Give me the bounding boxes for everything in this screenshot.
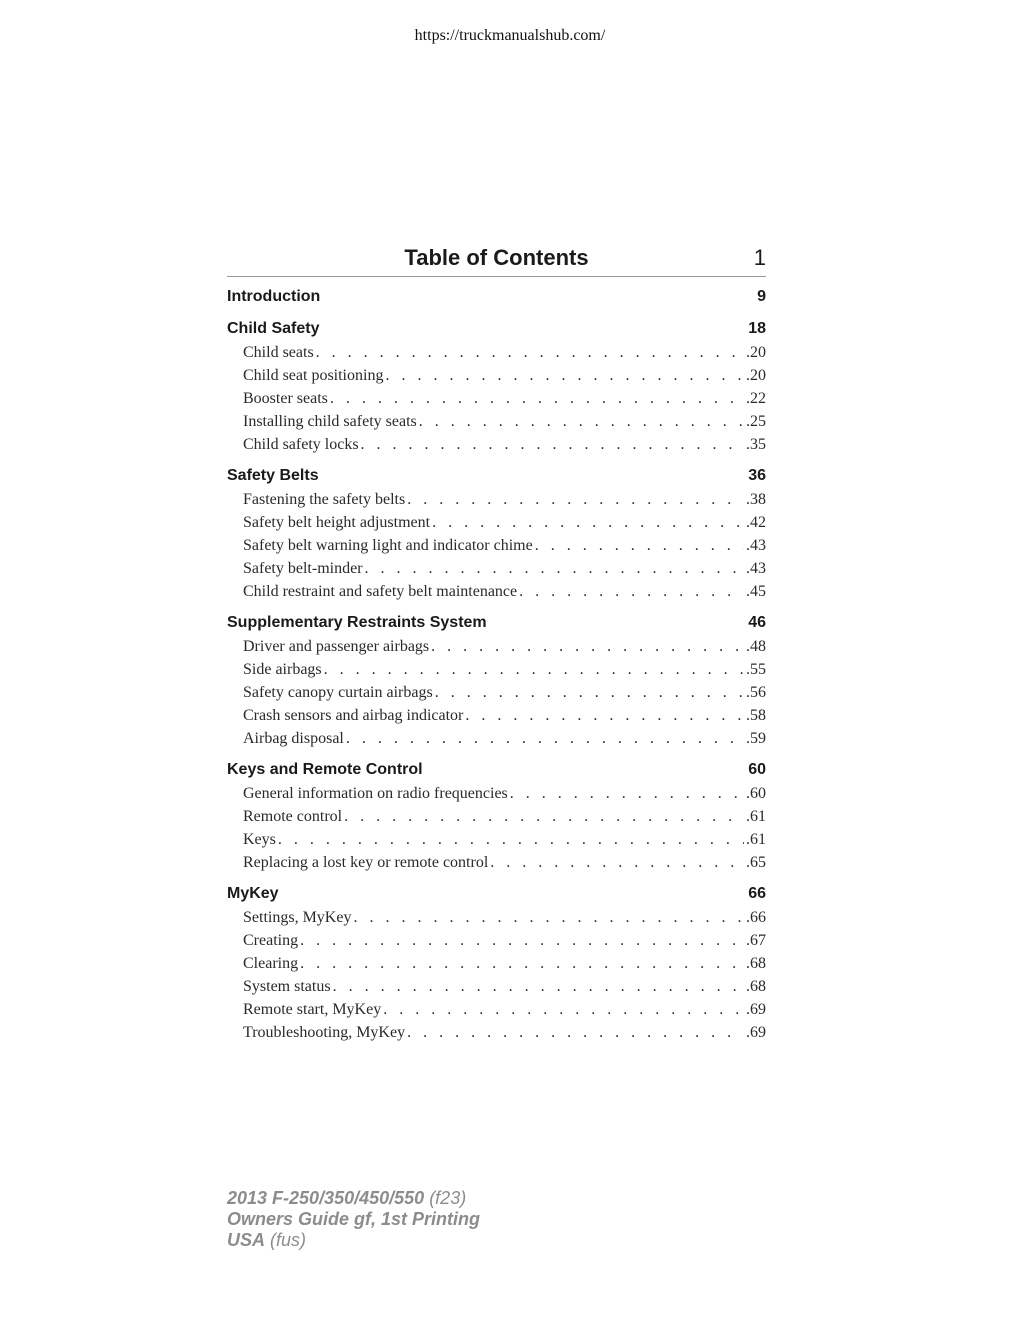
toc-entry[interactable] (227, 580, 766, 603)
entry-label: Creating (243, 932, 299, 949)
section-title: Supplementary Restraints System (227, 614, 487, 631)
entry-label: Remote start, MyKey (243, 1001, 382, 1018)
entry-label: Safety belt warning light and indicator chime (243, 537, 533, 554)
toc-entry[interactable] (227, 364, 766, 387)
entry-page: .43 (746, 560, 766, 577)
section-page: 36 (748, 467, 766, 484)
entry-label: Clearing (243, 955, 299, 972)
dot-leader (385, 364, 744, 387)
section-page: 46 (748, 614, 766, 631)
dot-leader (344, 805, 744, 828)
dot-leader (407, 1021, 744, 1044)
toc-entry[interactable] (227, 704, 766, 727)
toc-section (227, 317, 766, 456)
toc-section-heading[interactable] (227, 317, 766, 341)
toc-entry[interactable] (227, 952, 766, 975)
toc-page-number: 1 (753, 245, 766, 270)
toc-section-heading[interactable] (227, 611, 766, 635)
toc-header (227, 244, 766, 277)
toc-entry[interactable] (227, 805, 766, 828)
entry-label: General information on radio frequencies (243, 785, 508, 802)
toc-section (227, 611, 766, 750)
entry-page: .55 (746, 661, 766, 678)
dot-leader (419, 410, 744, 433)
footer-line-2 (227, 1209, 480, 1230)
entry-label: System status (243, 978, 331, 995)
dot-leader (383, 998, 744, 1021)
entry-page: .68 (746, 955, 766, 972)
dot-leader (535, 534, 744, 557)
entry-label: Keys (243, 831, 276, 848)
entry-page: .48 (746, 638, 766, 655)
dot-leader (330, 387, 744, 410)
section-title: Introduction (227, 288, 321, 305)
table-of-contents (227, 244, 766, 1052)
entry-label: Airbag disposal (243, 730, 344, 747)
entry-label: Safety belt height adjustment (243, 514, 431, 531)
entry-page: .61 (746, 808, 766, 825)
dot-leader (431, 635, 744, 658)
entry-label: Remote control (243, 808, 343, 825)
toc-entry[interactable] (227, 929, 766, 952)
toc-entry[interactable] (227, 511, 766, 534)
entry-label: Child restraint and safety belt maintenance (243, 583, 518, 600)
footer-model: 2013 F-250/350/450/550 (227, 1188, 425, 1208)
dot-leader (407, 488, 744, 511)
entry-page: .69 (746, 1024, 766, 1041)
entry-label: Settings, MyKey (243, 909, 352, 926)
entry-label: Safety belt-minder (243, 560, 363, 577)
toc-section-heading[interactable] (227, 882, 766, 906)
dot-leader (361, 433, 744, 456)
entry-label: Installing child safety seats (243, 413, 417, 430)
toc-entry[interactable] (227, 387, 766, 410)
entry-label: Fastening the safety belts (243, 491, 406, 508)
dot-leader (490, 851, 744, 874)
toc-entry[interactable] (227, 727, 766, 750)
entry-page: .56 (746, 684, 766, 701)
toc-entry[interactable] (227, 433, 766, 456)
toc-section (227, 758, 766, 874)
dot-leader (278, 828, 744, 851)
dot-leader (365, 557, 744, 580)
dot-leader (333, 975, 744, 998)
section-title: Child Safety (227, 320, 320, 337)
entry-page: .68 (746, 978, 766, 995)
dot-leader (519, 580, 744, 603)
dot-leader (465, 704, 744, 727)
entry-page: .43 (746, 537, 766, 554)
toc-entry[interactable] (227, 851, 766, 874)
footer-line-3 (227, 1230, 480, 1251)
toc-sections (227, 285, 766, 1044)
toc-entry[interactable] (227, 681, 766, 704)
entry-label: Side airbags (243, 661, 322, 678)
entry-page: .69 (746, 1001, 766, 1018)
toc-entry[interactable] (227, 410, 766, 433)
section-title: Safety Belts (227, 467, 319, 484)
toc-entry[interactable] (227, 635, 766, 658)
toc-section-heading[interactable] (227, 285, 766, 309)
entry-page: .38 (746, 491, 766, 508)
section-title: Keys and Remote Control (227, 761, 423, 778)
toc-entry[interactable] (227, 998, 766, 1021)
section-page: 9 (757, 288, 766, 305)
toc-entry[interactable] (227, 1021, 766, 1044)
toc-entry[interactable] (227, 782, 766, 805)
section-page: 60 (748, 761, 766, 778)
toc-entry[interactable] (227, 534, 766, 557)
entry-page: .58 (746, 707, 766, 724)
section-page: 18 (748, 320, 766, 337)
dot-leader (300, 929, 744, 952)
entry-label: Troubleshooting, MyKey (243, 1024, 406, 1041)
entry-label: Safety canopy curtain airbags (243, 684, 433, 701)
section-page: 66 (748, 885, 766, 902)
toc-entry[interactable] (227, 557, 766, 580)
entry-page: .59 (746, 730, 766, 747)
entry-label: Replacing a lost key or remote control (243, 854, 489, 871)
header-url[interactable]: https://truckmanualshub.com/ (414, 27, 606, 44)
entry-label: Booster seats (243, 390, 328, 407)
dot-leader (435, 681, 744, 704)
dot-leader (324, 658, 744, 681)
entry-page: .25 (746, 413, 766, 430)
footer-model-code: (f23) (429, 1188, 467, 1208)
footer-imprint (227, 1188, 480, 1251)
footer-market: USA (227, 1230, 266, 1250)
entry-label: Crash sensors and airbag indicator (243, 707, 464, 724)
dot-leader (346, 727, 744, 750)
footer-market-code: (fus) (270, 1230, 307, 1250)
toc-entry[interactable] (227, 975, 766, 998)
entry-page: .67 (746, 932, 766, 949)
entry-page: .35 (746, 436, 766, 453)
section-title: MyKey (227, 885, 279, 902)
toc-entry[interactable] (227, 658, 766, 681)
entry-page: .42 (746, 514, 766, 531)
entry-label: Driver and passenger airbags (243, 638, 430, 655)
toc-section (227, 882, 766, 1044)
entry-page: .45 (746, 583, 766, 600)
toc-section (227, 464, 766, 603)
entry-page: .65 (746, 854, 766, 871)
entry-page: .22 (746, 390, 766, 407)
toc-section (227, 285, 766, 309)
toc-entry[interactable] (227, 488, 766, 511)
footer-line-1 (227, 1188, 480, 1209)
entry-label: Child safety locks (243, 436, 359, 453)
dot-leader (300, 952, 744, 975)
toc-entry[interactable] (227, 828, 766, 851)
toc-entry[interactable] (227, 341, 766, 364)
toc-section-heading[interactable] (227, 758, 766, 782)
dot-leader (353, 906, 744, 929)
entry-label: Child seats (243, 344, 314, 361)
entry-label: Child seat positioning (243, 367, 384, 384)
toc-section-heading[interactable] (227, 464, 766, 488)
dot-leader (432, 511, 744, 534)
entry-page: .66 (746, 909, 766, 926)
entry-page: .20 (746, 367, 766, 384)
entry-page: .20 (746, 344, 766, 361)
footer-printing: Owners Guide gf, 1st Printing (227, 1209, 481, 1229)
entry-page: .61 (746, 831, 766, 848)
toc-title: Table of Contents (404, 245, 589, 270)
dot-leader (316, 341, 744, 364)
entry-page: .60 (746, 785, 766, 802)
dot-leader (510, 782, 744, 805)
toc-entry[interactable] (227, 906, 766, 929)
